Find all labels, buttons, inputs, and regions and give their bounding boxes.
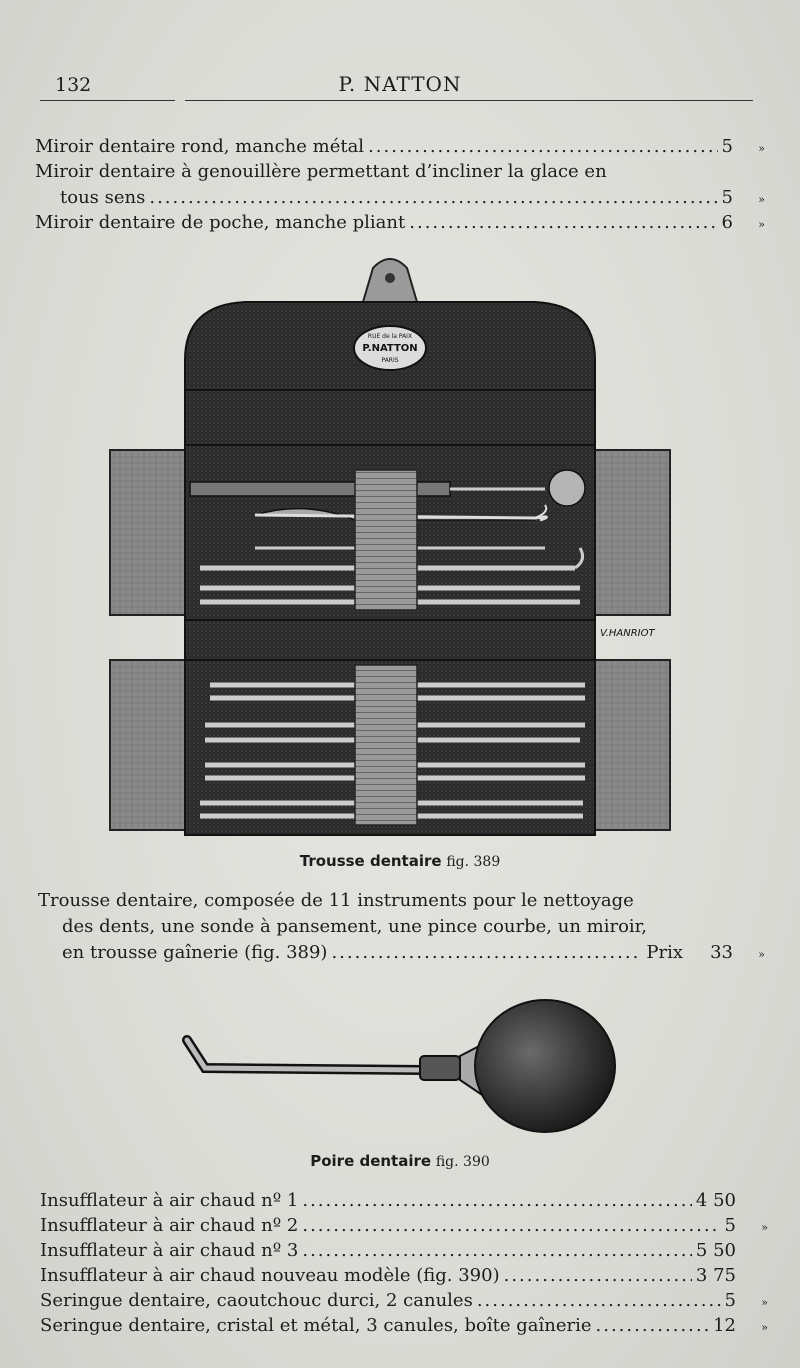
kit-fold — [185, 620, 595, 660]
page-title: P. NATTON — [338, 72, 462, 96]
leader-dots — [302, 1190, 692, 1211]
item-price: 6 — [721, 212, 733, 233]
engraver-signature: V.HANRIOT — [600, 628, 655, 639]
figure-caption-389 — [0, 852, 800, 870]
kit-clasp — [363, 259, 417, 302]
price-row — [40, 1190, 768, 1211]
header-rule-right — [185, 100, 753, 101]
kit-flap — [185, 302, 595, 445]
item-name: Insufflateur à air chaud nouveau modèle (fig. 390) — [40, 1265, 500, 1286]
caption-fig-number: fig. 389 — [446, 854, 501, 870]
item-price: 4 50 — [695, 1190, 736, 1211]
caption-fig-number: fig. 390 — [435, 1154, 490, 1170]
badge-text-top: RUE de la PAIX — [367, 333, 413, 340]
price-row — [40, 1240, 768, 1261]
price-ditto: » — [758, 218, 765, 231]
price-row — [62, 942, 765, 963]
item-name: Miroir dentaire de poche, manche pliant — [35, 212, 406, 233]
item-price: 12 — [713, 1315, 736, 1336]
price-ditto: » — [761, 1221, 768, 1234]
item-name: Insufflateur à air chaud nº 1 — [40, 1190, 299, 1211]
price-ditto: » — [761, 1296, 768, 1309]
item-price: 5 — [721, 187, 733, 208]
item-name: Insufflateur à air chaud nº 3 — [40, 1240, 299, 1261]
item-price: 5 — [724, 1290, 736, 1311]
price-row — [40, 1290, 768, 1311]
item-price: 5 50 — [695, 1240, 736, 1261]
side-flap-left-upper — [110, 450, 185, 615]
maker-badge — [354, 326, 426, 370]
leader-dots — [331, 942, 642, 963]
caption-title: Trousse dentaire — [299, 852, 442, 870]
price-ditto: » — [761, 1321, 768, 1334]
item-name: Seringue dentaire, caoutchouc durci, 2 canules — [40, 1290, 473, 1311]
price-ditto: » — [758, 142, 765, 155]
item-name: tous sens — [60, 187, 146, 208]
item-price: 5 — [724, 1215, 736, 1236]
price-row — [60, 187, 765, 208]
instrument-strap-upper — [355, 470, 417, 610]
dental-bulb-illustration — [175, 990, 620, 1140]
description-line: Trousse dentaire, composée de 11 instruments pour le nettoyage — [38, 890, 634, 911]
side-flap-left-lower — [110, 660, 185, 830]
leader-dots — [596, 1315, 710, 1336]
item-price: 33 — [710, 942, 733, 963]
side-flap-right-lower — [595, 660, 670, 830]
item-price: 5 — [721, 136, 733, 157]
item-name: Seringue dentaire, cristal et métal, 3 canules, boîte gaînerie — [40, 1315, 592, 1336]
description-line: des dents, une sonde à pansement, une pince courbe, un miroir, — [62, 916, 648, 937]
price-row — [35, 136, 765, 157]
dental-kit-illustration — [105, 250, 675, 845]
leader-dots — [149, 187, 717, 208]
item-name: en trousse gaînerie (fig. 389) — [62, 942, 328, 963]
badge-text-city: PARIS — [381, 357, 399, 364]
page-number: 132 — [55, 74, 92, 96]
price-row — [40, 1265, 768, 1286]
price-ditto: » — [758, 948, 765, 961]
item-price: 3 75 — [695, 1265, 736, 1286]
item-name: Insufflateur à air chaud nº 2 — [40, 1215, 299, 1236]
price-row — [35, 161, 765, 182]
price-row — [40, 1215, 768, 1236]
side-flap-right-upper — [595, 450, 670, 615]
caption-title: Poire dentaire — [310, 1152, 432, 1170]
leader-dots — [504, 1265, 692, 1286]
header-rule-left — [40, 100, 175, 101]
figure-caption-390 — [0, 1152, 800, 1170]
badge-text-name: P.NATTON — [362, 343, 418, 354]
leader-dots — [368, 136, 717, 157]
item-name: Miroir dentaire à genouillère permettant d’incliner la glace en — [35, 161, 607, 182]
price-label: Prix — [646, 942, 683, 963]
instrument-strap-lower — [355, 665, 417, 825]
price-ditto: » — [758, 193, 765, 206]
leader-dots — [477, 1290, 721, 1311]
item-name: Miroir dentaire rond, manche métal — [35, 136, 365, 157]
leader-dots — [409, 212, 717, 233]
price-row — [40, 1315, 768, 1336]
leader-dots — [302, 1240, 692, 1261]
price-row — [35, 212, 765, 233]
leader-dots — [302, 1215, 720, 1236]
